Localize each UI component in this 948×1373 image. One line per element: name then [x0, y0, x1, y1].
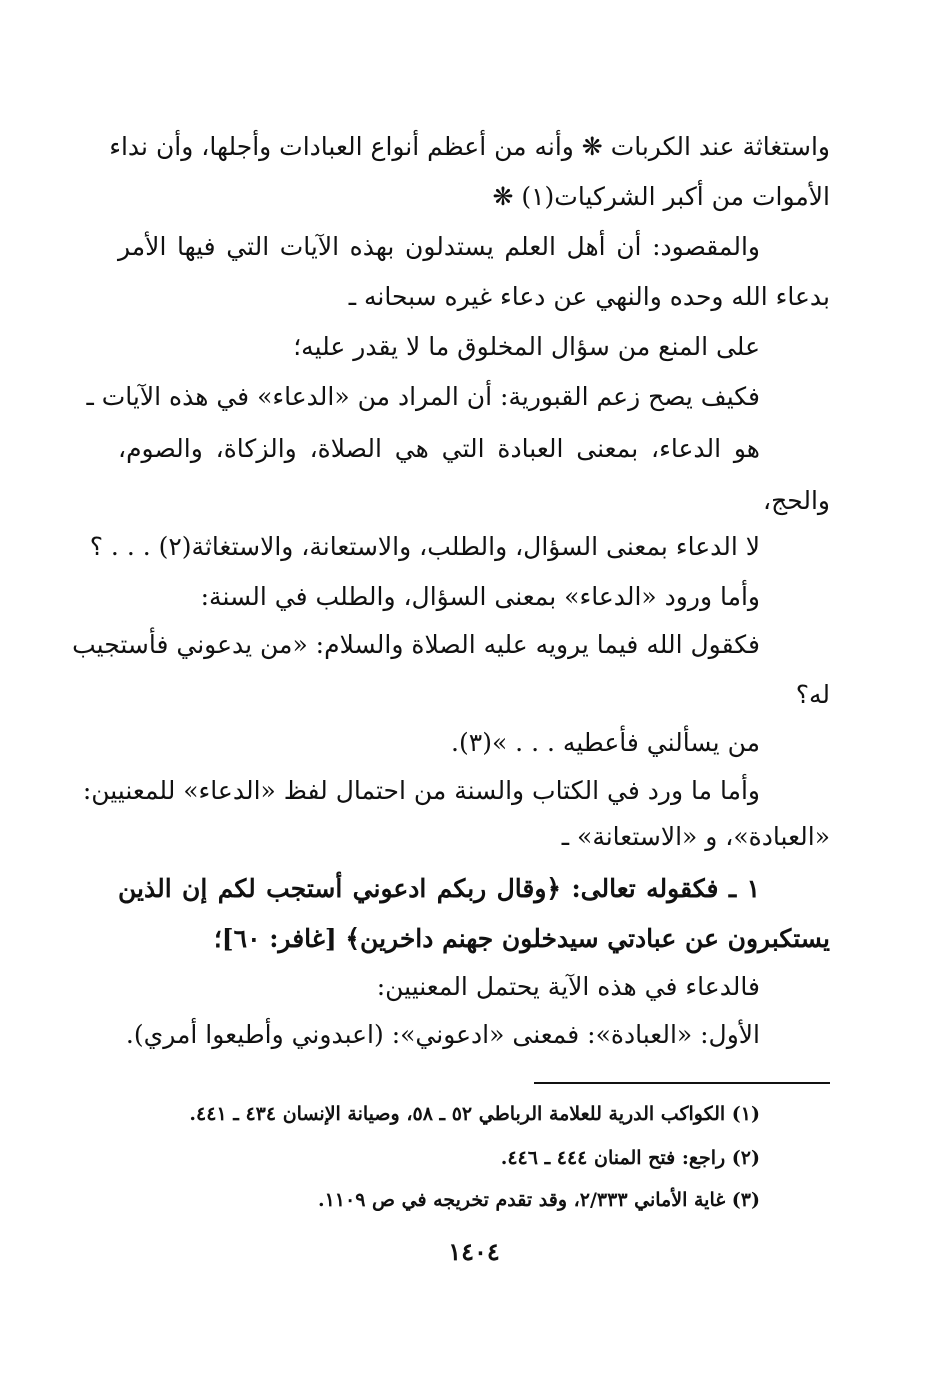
body-line: فالدعاء في هذه الآية يحتمل المعنيين: — [376, 972, 760, 1001]
body-line: فكيف يصح زعم القبورية: أن المراد من «الدعاء» في هذه الآيات ـ — [86, 382, 760, 411]
body-line: وأما ما ورد في الكتاب والسنة من احتمال لفظ «الدعاء» للمعنيين: — [82, 776, 760, 805]
body-line: هو الدعاء، بمعنى العبادة التي هي الصلاة، والزكاة، والصوم، — [118, 434, 760, 463]
body-line: يستكبرون عن عبادتي سيدخلون جهنم داخرين﴾ [غافر: ٦٠]؛ — [213, 924, 830, 953]
body-line: الأموات من أكبر الشركيات(١) ❋ — [492, 182, 830, 211]
body-line: وأما ورود «الدعاء» بمعنى السؤال، والطلب في السنة: — [200, 582, 760, 611]
page-number: ١٤٠٤ — [448, 1237, 500, 1266]
body-line: ١ ـ فكقوله تعالى: ﴿وقال ربكم ادعوني أستجب لكم إن الذين — [118, 874, 760, 903]
footnote: (٢) راجع: فتح المنان ٤٤٤ ـ ٤٤٦. — [500, 1147, 760, 1169]
body-line: من يسألني فأعطيه . . . »(٣). — [451, 728, 760, 757]
body-line: والحج، — [763, 486, 830, 515]
body-line: على المنع من سؤال المخلوق ما لا يقدر عليه؛ — [293, 332, 760, 361]
body-line: له؟ — [795, 680, 830, 709]
body-line: واستغاثة عند الكربات ❋ وأنه من أعظم أنواع العبادات وأجلها، وأن نداء — [109, 132, 830, 161]
body-line: «العبادة»، و «الاستعانة» ـ — [561, 822, 830, 851]
footnote-divider — [534, 1082, 830, 1084]
body-line: لا الدعاء بمعنى السؤال، والطلب، والاستعانة، والاستغاثة(٢) . . . ؟ — [89, 532, 760, 561]
body-line: فكقول الله فيما يرويه عليه الصلاة والسلام: «من يدعوني فأستجيب — [72, 630, 760, 659]
footnote: (٣) غاية الأماني ٢/٣٣٣، وقد تقدم تخريجه في ص ١١٠٩. — [317, 1189, 760, 1211]
body-line: بدعاء الله وحده والنهي عن دعاء غيره سبحانه ـ — [348, 282, 830, 311]
body-line: الأول: «العبادة»: فمعنى «ادعوني»: (اعبدوني وأطيعوا أمري). — [125, 1020, 760, 1049]
body-line: والمقصود: أن أهل العلم يستدلون بهذه الآيات التي فيها الأمر — [118, 232, 760, 261]
footnote: (١) الكواكب الدرية للعلامة الرباطي ٥٢ ـ ٥٨، وصيانة الإنسان ٤٣٤ ـ ٤٤١. — [189, 1103, 760, 1125]
